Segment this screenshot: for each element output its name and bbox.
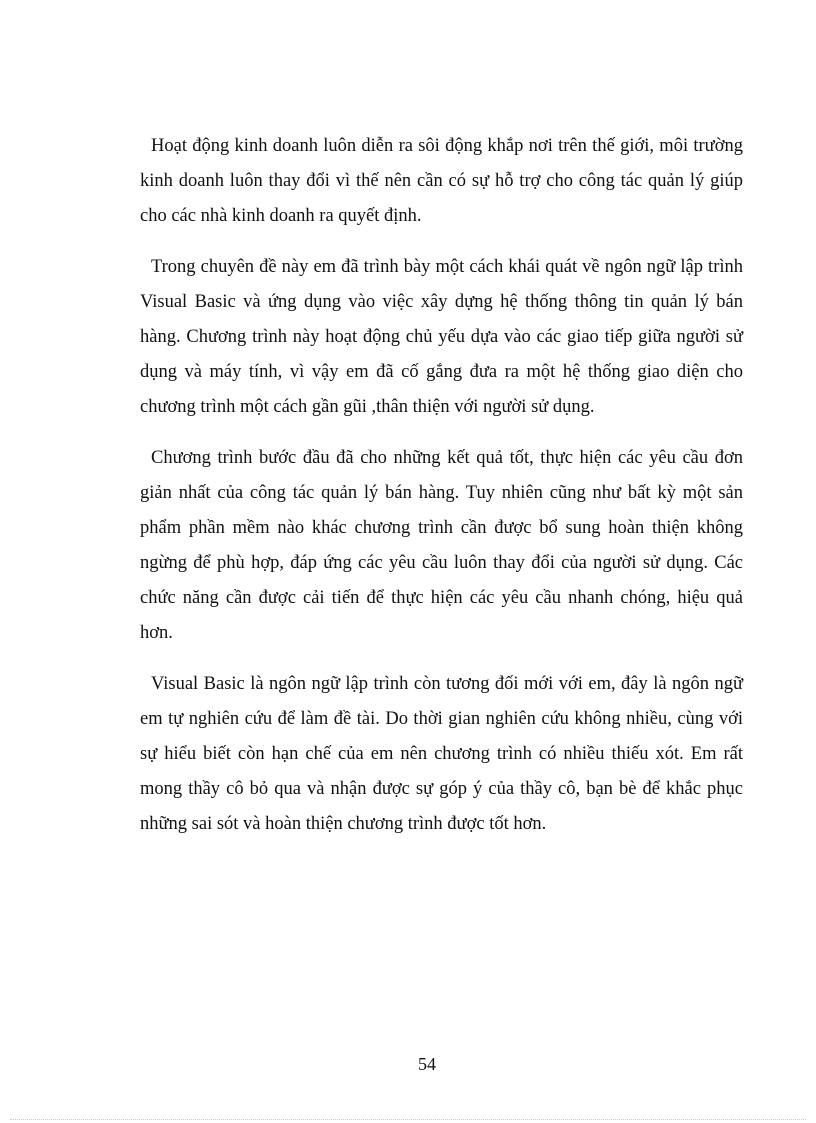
paragraph: Trong chuyên đề này em đã trình bày một cách khái quát về ngôn ngữ lập trình Visual Basic và ứng dụng vào việc xây dựng hệ thống thông tin quản lý bán hàng. Chương trình này hoạt động chủ yếu dựa vào các giao tiếp giữa người sử dụng và máy tính, vì vậy em đã cố gắng đưa ra một hệ thống giao diện cho chương trình một cách gần gũi ,thân thiện với người sử dụng. <box>140 257 743 417</box>
paragraph: Hoạt động kinh doanh luôn diễn ra sôi động khắp nơi trên thế giới, môi trường kinh doanh luôn thay đổi vì thế nên cần có sự hỗ trợ cho công tác quản lý giúp cho các nhà kinh doanh ra quyết định. <box>140 136 743 226</box>
paragraph: Chương trình bước đầu đã cho những kết quả tốt, thực hiện các yêu cầu đơn giản nhất của công tác quản lý bán hàng. Tuy nhiên cũng như bất kỳ một sản phẩm phần mềm nào khác chương trình cần được bổ sung hoàn thiện không ngừng để phù hợp, đáp ứng các yêu cầu luôn thay đổi của người sử dụng. Các chức năng cần được cải tiến để thực hiện các yêu cầu nhanh chóng, hiệu quả hơn. <box>140 448 743 643</box>
page-bottom-divider <box>10 1119 806 1120</box>
body-text <box>140 129 743 858</box>
paragraph: Visual Basic là ngôn ngữ lập trình còn tương đối mới với em, đây là ngôn ngữ em tự nghiên cứu để làm đề tài. Do thời gian nghiên cứu không nhiều, cùng với sự hiểu biết còn hạn chế của em nên chương trình có nhiều thiếu xót. Em rất mong thầy cô bỏ qua và nhận được sự góp ý của thầy cô, bạn bè để khắc phục những sai sót và hoàn thiện chương trình được tốt hơn. <box>140 674 743 834</box>
page-number: 54 <box>418 1054 436 1074</box>
